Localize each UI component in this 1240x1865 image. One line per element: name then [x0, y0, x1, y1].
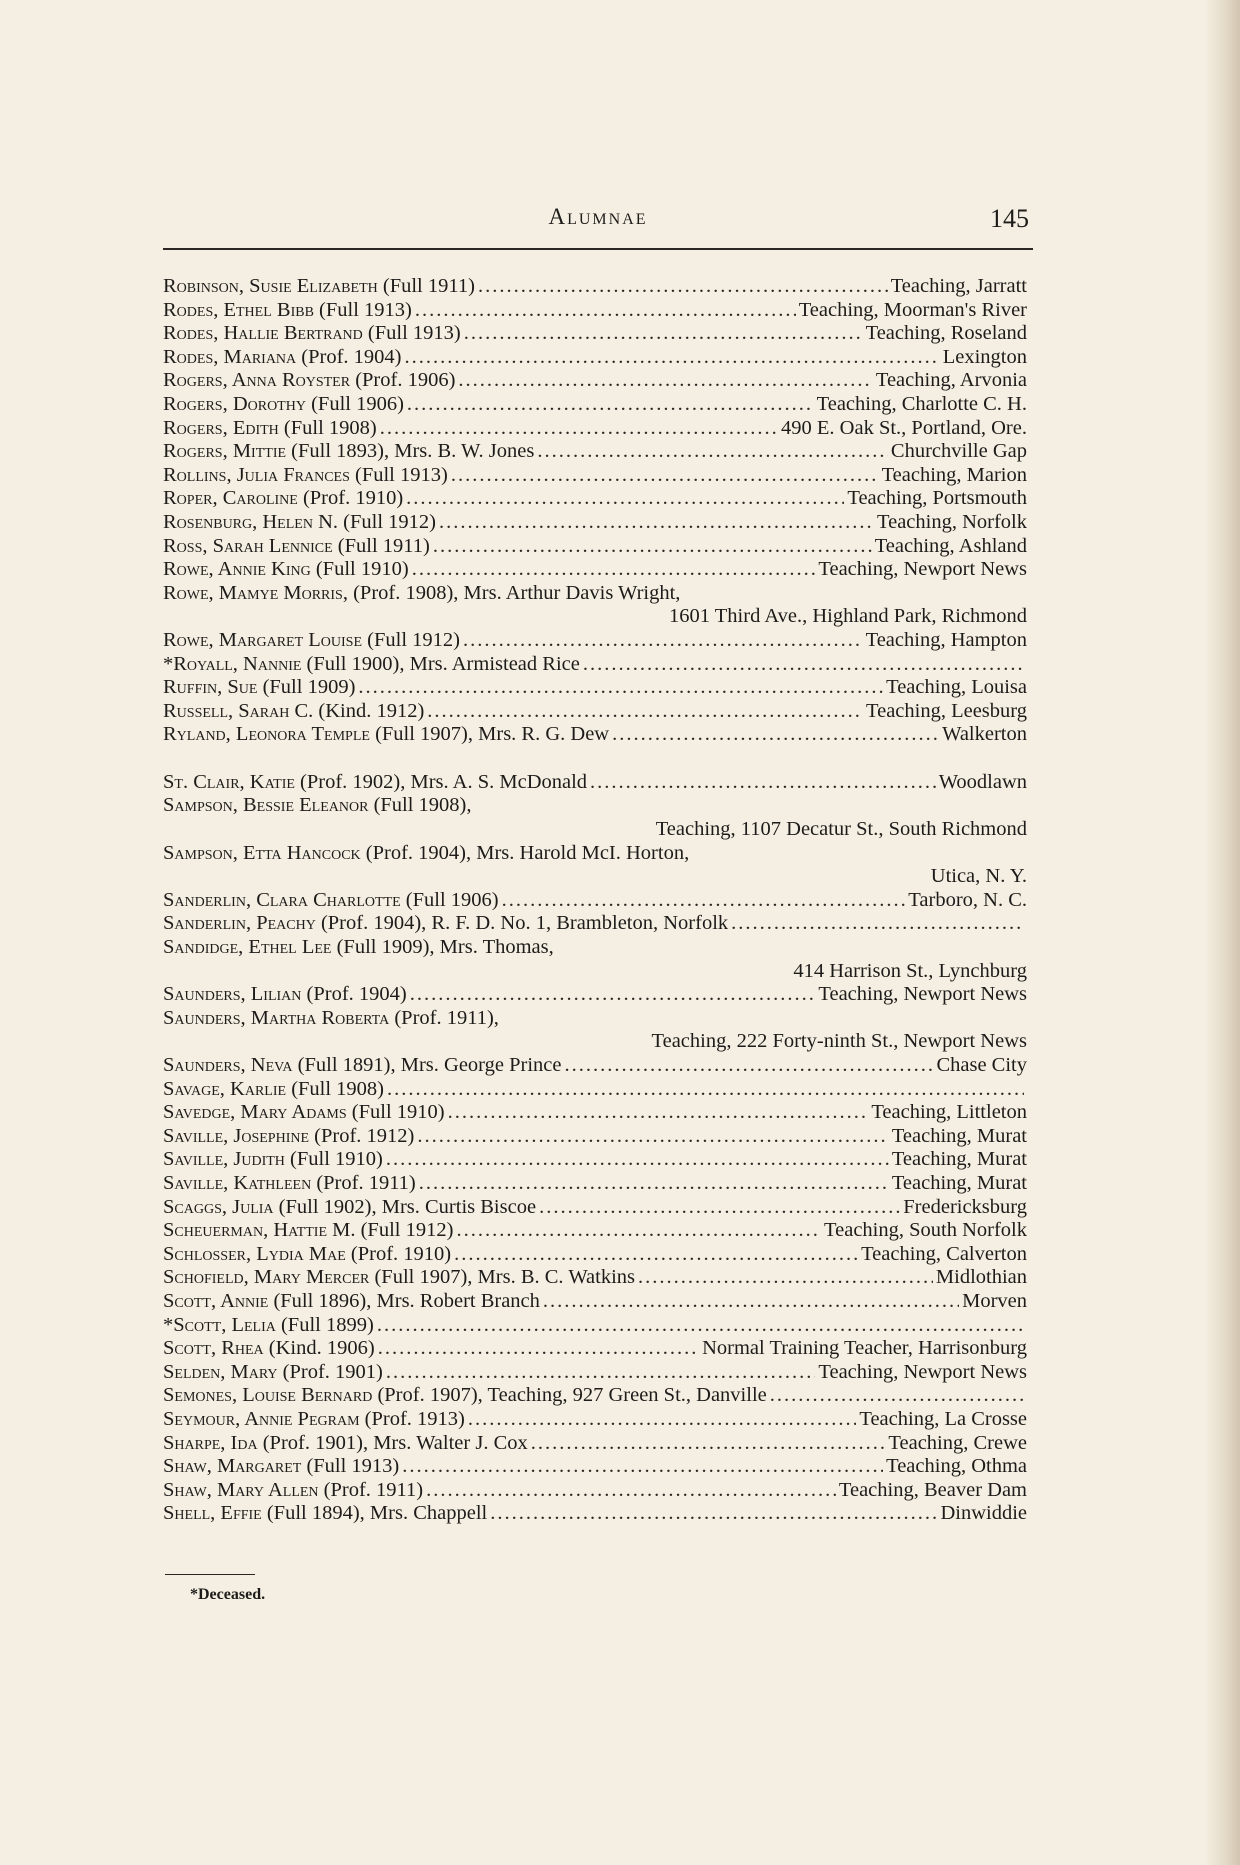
- alumna-course: (Full 1907), Mrs. R. G. Dew: [375, 723, 610, 746]
- dot-leader: [415, 299, 796, 323]
- alumna-name: Sanderlin, Peachy: [163, 912, 316, 935]
- dot-leader: [433, 535, 872, 559]
- alumna-location: Morven: [962, 1289, 1027, 1312]
- alumna-address-continuation: Teaching, 222 Forty-ninth St., Newport News: [651, 1030, 1027, 1053]
- alumna-course: (Prof. 1907), Teaching, 927 Green St., Danville: [377, 1384, 767, 1407]
- dot-leader: [427, 700, 863, 724]
- alumna-name: Saville, Josephine: [163, 1124, 310, 1147]
- dot-leader: [590, 771, 936, 795]
- alumna-name: Savedge, Mary Adams: [163, 1101, 347, 1124]
- dot-leader: [612, 723, 939, 747]
- alumna-entry: [163, 535, 1027, 559]
- alumna-course: (Full 1912): [343, 510, 436, 533]
- alumna-name: St. Clair, Katie: [163, 770, 295, 793]
- alumna-entry: [163, 322, 1027, 346]
- alumna-location: Teaching, Roseland: [865, 322, 1027, 345]
- alumna-course: (Full 1908),: [373, 794, 472, 817]
- dot-leader: [490, 1502, 937, 1526]
- alumna-location: Teaching, Jarratt: [890, 275, 1027, 297]
- alumna-name: *Scott, Lelia: [163, 1313, 276, 1336]
- alumna-entry: [163, 1384, 1027, 1408]
- alumna-name: Schofield, Mary Mercer: [163, 1266, 370, 1289]
- alumna-location: Teaching, Othma: [886, 1455, 1027, 1478]
- dot-leader: [358, 676, 883, 700]
- dot-leader: [564, 1054, 933, 1078]
- alumna-location: Teaching, Marion: [881, 463, 1027, 486]
- alumna-address-continuation: 1601 Third Ave., Highland Park, Richmond: [669, 605, 1027, 628]
- alumna-entry: [163, 629, 1027, 653]
- dot-leader: [386, 1361, 815, 1385]
- dot-leader: [448, 1101, 869, 1125]
- alumna-entry: [163, 889, 1027, 913]
- section-gap: [163, 747, 1027, 771]
- alumna-name: Rogers, Mittie: [163, 440, 287, 463]
- alumna-name: Saville, Kathleen: [163, 1171, 312, 1194]
- alumna-entry: [163, 1455, 1027, 1479]
- dot-leader: [468, 1408, 857, 1432]
- alumna-course: (Full 1906): [311, 392, 404, 415]
- dot-leader: [531, 1432, 886, 1456]
- alumna-name: Shaw, Mary Allen: [163, 1478, 319, 1501]
- alumna-course: (Prof. 1904), Mrs. Harold McI. Horton,: [365, 841, 690, 864]
- dot-leader: [454, 1243, 858, 1267]
- alumna-name: Rogers, Dorothy: [163, 392, 306, 415]
- alumna-name: Scott, Rhea: [163, 1337, 264, 1360]
- alumna-entry: [163, 1054, 1027, 1078]
- alumna-address-continuation: Teaching, 1107 Decatur St., South Richmond: [655, 818, 1027, 841]
- alumna-entry: [163, 275, 1027, 299]
- dot-leader: [537, 440, 888, 464]
- alumna-location: Teaching, Louisa: [886, 676, 1027, 699]
- alumna-name: Rodes, Ethel Bibb: [163, 298, 314, 321]
- alumna-entry: [163, 1148, 1027, 1172]
- alumna-entry: [163, 346, 1027, 370]
- alumna-name: Sanderlin, Clara Charlotte: [163, 888, 401, 911]
- alumna-name: Robinson, Susie Elizabeth: [163, 275, 378, 297]
- alumna-course: (Prof. 1901): [282, 1360, 383, 1383]
- alumna-name: Saville, Judith: [163, 1148, 285, 1171]
- footnote-rule: [165, 1574, 255, 1575]
- alumna-location: Teaching, La Crosse: [859, 1407, 1027, 1430]
- alumna-course: (Full 1899): [280, 1313, 374, 1336]
- alumna-entry: [163, 393, 1027, 417]
- alumna-location: Teaching, Newport News: [818, 558, 1027, 581]
- dot-leader: [731, 912, 1024, 936]
- alumnae-list: [163, 275, 1027, 1526]
- dot-leader: [539, 1196, 900, 1220]
- alumna-entry: [163, 912, 1027, 936]
- alumna-name: Rollins, Julia Frances: [163, 463, 350, 486]
- alumna-name: Ross, Sarah Lennice: [163, 534, 333, 557]
- alumna-entry: [163, 511, 1027, 535]
- alumna-name: Rodes, Mariana: [163, 345, 297, 368]
- dot-leader: [419, 1172, 889, 1196]
- alumna-course: (Prof. 1906): [355, 369, 456, 392]
- alumna-name: Shell, Effie: [163, 1502, 262, 1525]
- alumna-course: (Full 1910): [315, 558, 409, 581]
- alumna-course: (Prof. 1911),: [394, 1006, 499, 1029]
- alumna-location: Teaching, Murat: [891, 1171, 1027, 1194]
- alumna-entry: [163, 1290, 1027, 1314]
- alumna-name: Sampson, Etta Hancock: [163, 841, 361, 864]
- alumna-course: (Prof. 1911): [323, 1478, 424, 1501]
- alumna-course: (Full 1909), Mrs. Thomas,: [336, 936, 554, 959]
- alumna-name: Saunders, Martha Roberta: [163, 1006, 390, 1029]
- alumna-entry: [163, 1479, 1027, 1503]
- alumna-course: (Full 1896), Mrs. Robert Branch: [273, 1289, 540, 1312]
- alumna-entry: [163, 487, 1027, 511]
- alumna-name: Scaggs, Julia: [163, 1195, 274, 1218]
- dot-leader: [502, 889, 906, 913]
- dot-leader: [380, 417, 778, 441]
- alumna-name: Sampson, Bessie Eleanor: [163, 794, 369, 817]
- alumna-entry: [163, 1172, 1027, 1196]
- alumna-location: Teaching, Beaver Dam: [838, 1478, 1027, 1501]
- dot-leader: [406, 487, 844, 511]
- alumna-location: Chase City: [936, 1054, 1027, 1076]
- alumna-entry: [163, 1125, 1027, 1149]
- alumna-entry: [163, 582, 1027, 606]
- footnote: *Deceased.: [190, 1586, 266, 1603]
- alumna-course: (Full 1910): [351, 1101, 445, 1124]
- alumna-course: (Full 1913): [319, 298, 412, 321]
- alumna-course: (Full 1906): [405, 888, 499, 911]
- alumna-course: (Full 1902), Mrs. Curtis Biscoe: [278, 1195, 537, 1218]
- alumna-entry: [163, 464, 1027, 488]
- alumna-course: (Full 1907), Mrs. B. C. Watkins: [374, 1266, 635, 1289]
- dot-leader: [583, 653, 1024, 677]
- alumna-course: (Full 1900), Mrs. Armistead Rice: [306, 652, 580, 675]
- alumna-entry: [163, 1408, 1027, 1432]
- alumna-entry: [163, 1502, 1027, 1526]
- alumna-course: (Prof. 1901), Mrs. Walter J. Cox: [262, 1431, 528, 1454]
- alumna-course: (Full 1913): [367, 322, 461, 345]
- dot-leader: [377, 1314, 1024, 1338]
- dot-leader: [417, 1125, 888, 1149]
- dot-leader: [387, 1078, 1024, 1102]
- alumna-location: Lexington: [942, 345, 1027, 368]
- alumna-entry: [163, 369, 1027, 393]
- alumna-location: Teaching, Littleton: [871, 1101, 1027, 1124]
- dot-leader: [410, 983, 816, 1007]
- dot-leader: [770, 1384, 1024, 1408]
- alumna-name: Scott, Annie: [163, 1289, 269, 1312]
- alumna-name: Sandidge, Ethel Lee: [163, 936, 332, 959]
- alumna-course: (Prof. 1910): [302, 487, 404, 510]
- dot-leader: [463, 629, 863, 653]
- alumna-name: Roper, Caroline: [163, 487, 298, 510]
- dot-leader: [464, 322, 863, 346]
- alumna-course: (Full 1911): [337, 534, 430, 557]
- alumna-course: (Full 1893), Mrs. B. W. Jones: [291, 440, 535, 463]
- alumna-course: (Prof. 1911): [316, 1171, 416, 1194]
- alumna-name: Seymour, Annie Pegram: [163, 1407, 360, 1430]
- running-head: Alumnae: [548, 204, 648, 229]
- dot-leader: [456, 1219, 821, 1243]
- alumna-location: Teaching, Newport News: [818, 1360, 1027, 1383]
- alumna-name: Saunders, Lilian: [163, 983, 302, 1006]
- alumna-name: Semones, Louise Bernard: [163, 1384, 373, 1407]
- alumna-location: Teaching, Newport News: [818, 983, 1027, 1006]
- alumna-course: (Prof. 1902), Mrs. A. S. McDonald: [300, 770, 588, 793]
- alumna-course: (Full 1912): [367, 628, 460, 651]
- alumna-location: Woodlawn: [938, 770, 1027, 793]
- alumna-location: Teaching, Charlotte C. H.: [816, 392, 1027, 415]
- alumna-location: Churchville Gap: [890, 440, 1027, 463]
- page-edge-shading: [1204, 0, 1240, 1865]
- alumna-course: (Prof. 1908), Mrs. Arthur Davis Wright,: [353, 581, 681, 604]
- alumna-location: Teaching, Arvonia: [875, 369, 1027, 392]
- alumna-location: Teaching, Murat: [891, 1124, 1027, 1147]
- alumna-entry: [163, 723, 1027, 747]
- alumna-location: Teaching, South Norfolk: [824, 1219, 1027, 1242]
- alumna-course: (Prof. 1904): [301, 345, 402, 368]
- alumna-entry: [163, 936, 1027, 960]
- alumna-name: Rowe, Annie King: [163, 558, 311, 581]
- dot-leader: [405, 346, 940, 370]
- alumna-entry: [163, 1078, 1027, 1102]
- alumna-name: Rogers, Edith: [163, 416, 279, 439]
- dot-leader: [638, 1266, 933, 1290]
- alumna-course: (Full 1894), Mrs. Chappell: [266, 1502, 488, 1525]
- alumna-address-continuation: Utica, N. Y.: [930, 865, 1027, 888]
- alumna-name: Saunders, Neva: [163, 1054, 293, 1076]
- alumna-name: Rodes, Hallie Bertrand: [163, 322, 363, 345]
- alumna-name: Savage, Karlie: [163, 1077, 287, 1100]
- alumna-course: (Full 1913): [306, 1455, 400, 1478]
- alumna-location: Walkerton: [942, 723, 1027, 746]
- dot-leader: [451, 464, 879, 488]
- dot-leader: [412, 558, 816, 582]
- alumna-course: (Prof. 1904): [306, 983, 407, 1006]
- alumna-entry: [163, 1243, 1027, 1267]
- alumna-location: Teaching, Norfolk: [877, 510, 1027, 533]
- alumna-location: Teaching, Portsmouth: [847, 487, 1027, 510]
- alumna-entry: [163, 1101, 1027, 1125]
- alumna-location: 490 E. Oak St., Portland, Ore.: [781, 416, 1027, 439]
- alumna-entry: [163, 771, 1027, 795]
- alumna-course: (Full 1908): [283, 416, 377, 439]
- alumna-name: Selden, Mary: [163, 1360, 278, 1383]
- alumna-name: Shaw, Margaret: [163, 1455, 302, 1478]
- alumna-address-continuation: 414 Harrison St., Lynchburg: [793, 959, 1027, 982]
- dot-leader: [478, 275, 888, 299]
- dot-leader: [543, 1290, 959, 1314]
- alumna-entry: [163, 842, 1027, 866]
- alumna-entry: [163, 700, 1027, 724]
- alumna-name: Rowe, Mamye Morris,: [163, 581, 348, 604]
- alumna-entry: [163, 299, 1027, 323]
- dot-leader: [402, 1455, 883, 1479]
- alumna-name: Sharpe, Ida: [163, 1431, 258, 1454]
- alumna-location: Tarboro, N. C.: [908, 888, 1027, 911]
- alumna-course: (Full 1910): [290, 1148, 383, 1171]
- alumna-location: Fredericksburg: [903, 1195, 1027, 1218]
- alumna-location: Teaching, Leesburg: [866, 699, 1027, 722]
- alumna-course: (Prof. 1910): [350, 1242, 452, 1265]
- alumna-entry: [163, 676, 1027, 700]
- alumna-course: (Full 1912): [360, 1219, 454, 1242]
- alumna-course: (Full 1909): [262, 676, 356, 699]
- alumna-entry: [163, 558, 1027, 582]
- alumna-course: (Full 1913): [355, 463, 448, 486]
- alumna-entry: [163, 1266, 1027, 1290]
- alumna-entry: [163, 440, 1027, 464]
- alumna-name: Scheuerman, Hattie M.: [163, 1219, 356, 1242]
- alumna-location: Teaching, Ashland: [874, 534, 1027, 557]
- alumna-course: (Full 1908): [291, 1077, 385, 1100]
- alumna-entry: [163, 1361, 1027, 1385]
- alumna-entry: [163, 1432, 1027, 1456]
- alumna-course: (Prof. 1913): [364, 1407, 465, 1430]
- dot-leader: [378, 1337, 699, 1361]
- alumna-name: Rowe, Margaret Louise: [163, 628, 363, 651]
- alumna-location: Teaching, Moorman's River: [798, 298, 1027, 321]
- alumna-entry: [163, 417, 1027, 441]
- alumna-entry: [163, 1337, 1027, 1361]
- dot-leader: [386, 1148, 889, 1172]
- alumna-entry: [163, 653, 1027, 677]
- alumna-location: Teaching, Calverton: [861, 1242, 1027, 1265]
- alumna-name: Rosenburg, Helen N.: [163, 510, 339, 533]
- alumna-entry: [163, 1219, 1027, 1243]
- alumna-course: (Full 1891), Mrs. George Prince: [297, 1054, 562, 1076]
- alumna-course: (Kind. 1912): [318, 699, 425, 722]
- alumna-entry: [163, 983, 1027, 1007]
- alumna-entry: [163, 1314, 1027, 1338]
- alumna-location: Teaching, Crewe: [888, 1431, 1027, 1454]
- alumna-location: Teaching, Hampton: [865, 628, 1027, 651]
- alumna-location: Normal Training Teacher, Harrisonburg: [702, 1337, 1027, 1360]
- alumna-entry: [163, 1196, 1027, 1220]
- dot-leader: [407, 393, 814, 417]
- alumna-location: Midlothian: [935, 1266, 1027, 1289]
- alumna-location: Teaching, Murat: [891, 1148, 1027, 1171]
- alumna-name: Russell, Sarah C.: [163, 699, 314, 722]
- alumna-location: Dinwiddie: [940, 1502, 1027, 1525]
- alumna-name: *Royall, Nannie: [163, 652, 302, 675]
- alumna-course: (Prof. 1912): [314, 1124, 415, 1147]
- alumna-course: (Kind. 1906): [268, 1337, 375, 1360]
- alumna-name: Ruffin, Sue: [163, 676, 258, 699]
- dot-leader: [439, 511, 874, 535]
- alumna-entry: [163, 794, 1027, 818]
- alumna-course: (Full 1911): [382, 275, 475, 297]
- alumna-name: Schlosser, Lydia Mae: [163, 1242, 346, 1265]
- page-header: [163, 200, 1033, 250]
- alumna-course: (Prof. 1904), R. F. D. No. 1, Brambleton, Norfolk: [320, 912, 729, 935]
- page-number: 145: [990, 204, 1029, 233]
- dot-leader: [426, 1479, 836, 1503]
- alumna-name: Rogers, Anna Royster: [163, 369, 351, 392]
- dot-leader: [458, 369, 872, 393]
- alumna-name: Ryland, Leonora Temple: [163, 723, 370, 746]
- alumna-entry: [163, 1007, 1027, 1031]
